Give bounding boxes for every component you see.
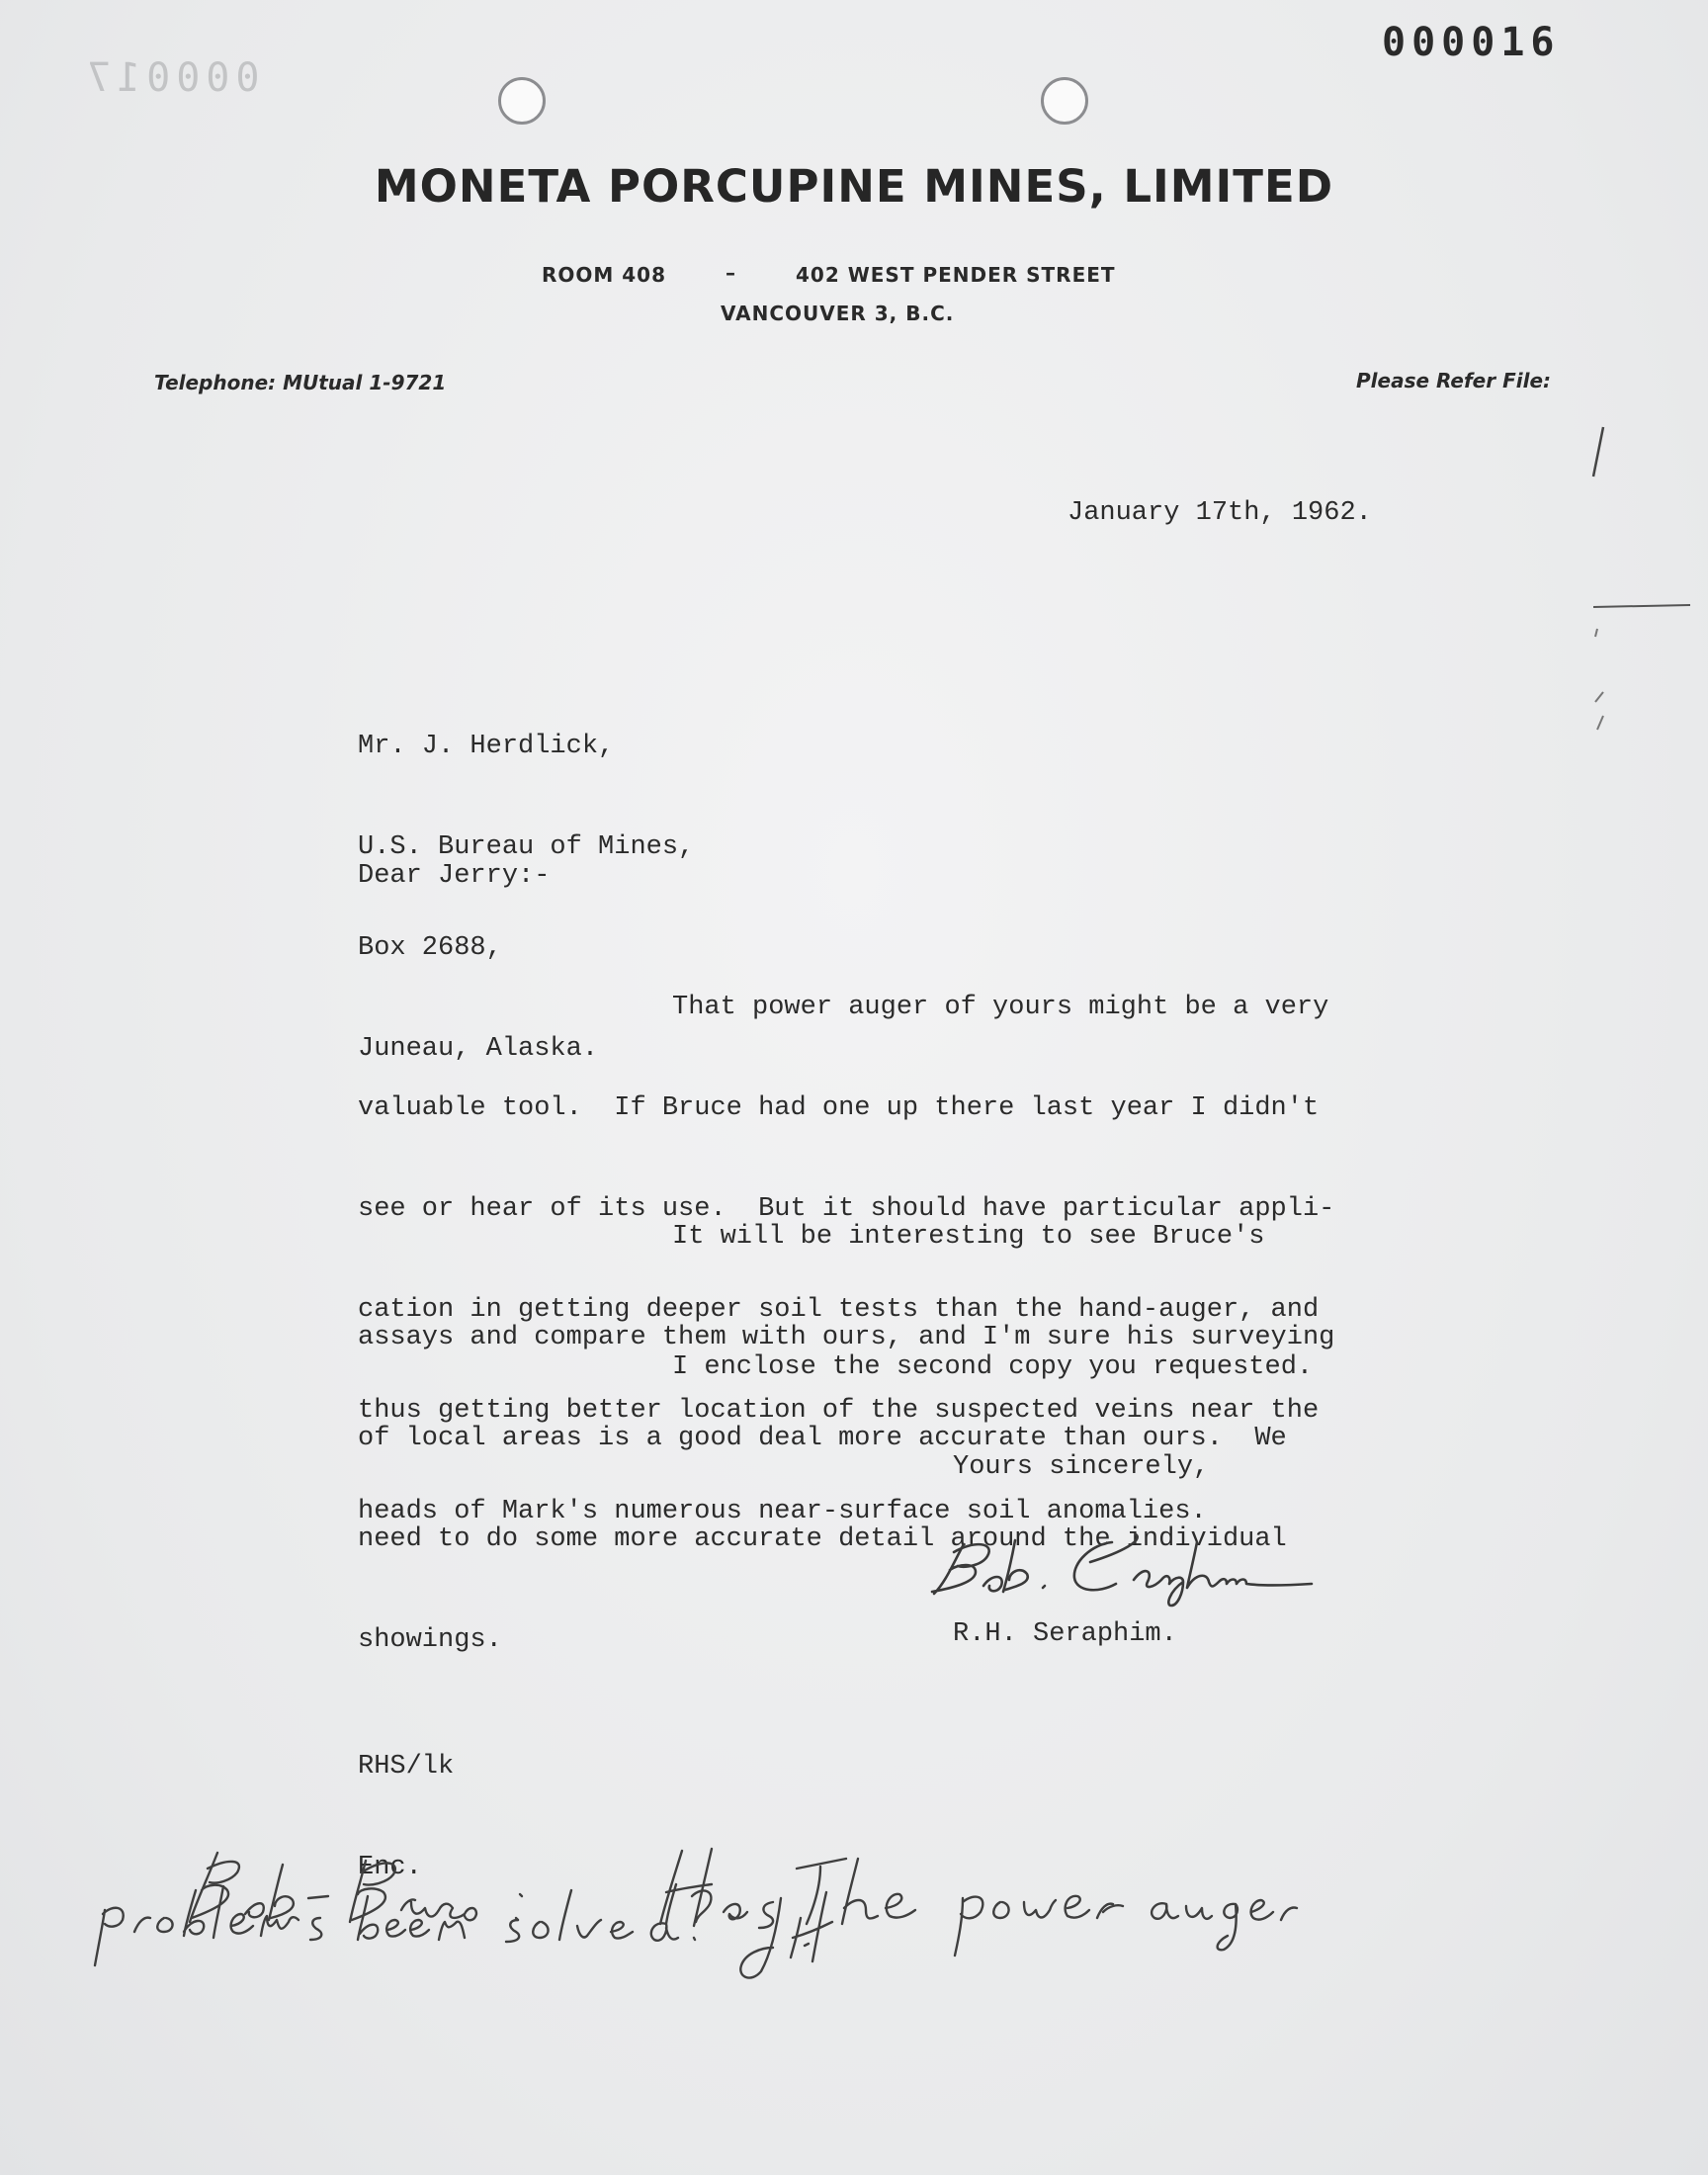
ghost-stamp-number: 000017 (81, 55, 260, 101)
letterhead-dash: – (726, 261, 736, 285)
handwritten-note (69, 1829, 1354, 2007)
letter-date: January 17th, 1962. (1068, 498, 1372, 528)
salutation: Dear Jerry:- (358, 861, 551, 891)
paragraph-line: of local areas is a good deal more accurate than ours. We (358, 1424, 1287, 1453)
closing: Yours sincerely, (953, 1452, 1210, 1482)
letterhead-city: VANCOUVER 3, B.C. (721, 302, 955, 325)
paragraph-line: need to do some more accurate detail around the individual (358, 1524, 1287, 1554)
paragraph-line: showings. (358, 1625, 502, 1655)
enclosure-notation: Enc. (358, 1853, 422, 1882)
paragraph-line: That power auger of yours might be a very (672, 993, 1329, 1022)
recipient-line: Box 2688, (358, 933, 502, 963)
company-letterhead-title: MONETA PORCUPINE MINES, LIMITED (374, 160, 1334, 213)
paragraph-line: thus getting better location of the suspected veins near the (358, 1396, 1320, 1426)
paragraph-line: cation in getting deeper soil tests than the hand-auger, and (358, 1295, 1320, 1325)
recipient-line: Mr. J. Herdlick, (358, 732, 615, 761)
body-paragraph-3: I enclose the second copy you requested. (672, 1352, 1314, 1382)
handwritten-signature (924, 1522, 1399, 1611)
reference-initials: RHS/lk (358, 1752, 455, 1782)
paragraph-line: assays and compare them with ours, and I'm sure his surveying (358, 1323, 1335, 1352)
letterhead-telephone: Telephone: MUtual 1-9721 (154, 371, 447, 394)
recipient-line: Juneau, Alaska. (358, 1034, 599, 1064)
letterhead-refer-file: Please Refer File: (1356, 369, 1552, 392)
paragraph-line: valuable tool. If Bruce had one up there last year I didn't (358, 1093, 1320, 1123)
body-paragraph-2 (358, 1153, 1334, 1724)
paragraph-line: see or hear of its use. But it should have particular appli- (358, 1194, 1335, 1224)
paragraph-line: heads of Mark's numerous near-surface soil anomalies. (358, 1497, 1207, 1526)
letterhead-room: ROOM 408 (542, 263, 667, 287)
paragraph-line: It will be interesting to see Bruce's (672, 1222, 1265, 1252)
document-stamp-number: 000016 (1382, 20, 1561, 65)
recipient-line: U.S. Bureau of Mines, (358, 832, 695, 862)
letterhead-street: 402 WEST PENDER STREET (796, 263, 1116, 287)
typed-signatory-name: R.H. Seraphim. (953, 1619, 1177, 1649)
